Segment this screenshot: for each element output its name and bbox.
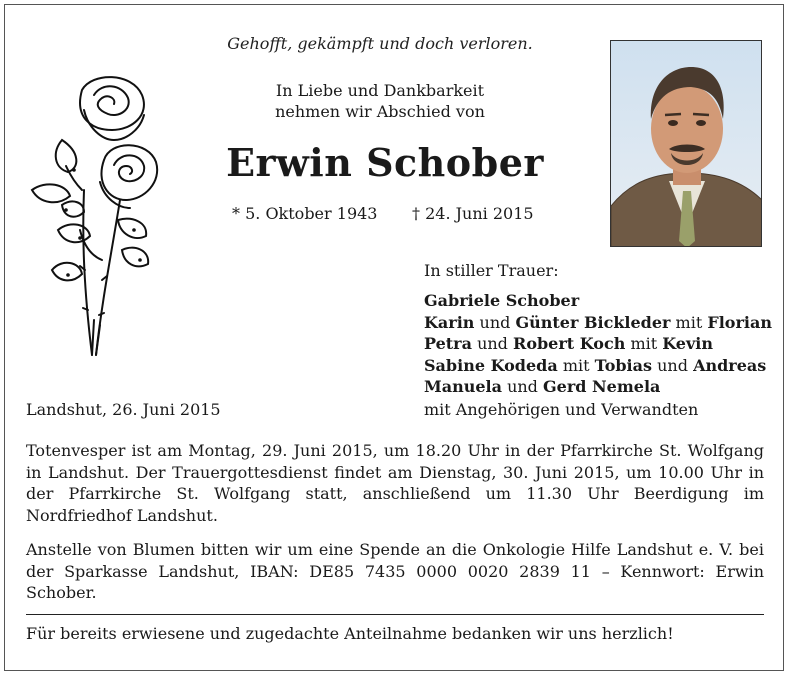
motto-text: Gehofft, gekämpft und doch verloren. [227, 34, 533, 53]
mourner-name: Robert Koch [513, 334, 626, 353]
mourner-name: Kevin [662, 334, 713, 353]
mourner-line-3 [424, 333, 774, 355]
mourner-name: Günter Bickleder [515, 312, 671, 332]
portrait-photo [610, 40, 762, 247]
mourner-name: Sabine Kodeda [424, 355, 558, 375]
donation-paragraph: Anstelle von Blumen bitten wir um eine Spende an die Onkologie Hilfe Landshut e. V. bei der Sparkasse Landshut, IBAN: DE85 7435 0000 0020 2839 11 – Kennwort: Erwin Schober. [26, 540, 764, 602]
relatives-line: mit Angehörigen und Verwandten [424, 400, 699, 419]
mourner-name: Gerd Nemela [543, 377, 661, 396]
connector-word: und [479, 312, 511, 332]
connector-word: und [477, 334, 508, 353]
mourner-name: Florian [707, 312, 772, 332]
service-paragraph: Totenvesper ist am Montag, 29. Juni 2015, um 18.20 Uhr in der Pfarrkirche St. Wolfgang in Landshut. Der Trauergottesdienst findet am Dienstag, 30. Juni 2015, um 10.00 Uhr in der Pfarrkirche St. Wolfgang statt, anschließend um 11.30 Uhr Beerdigung im Nordfriedhof Landshut. [26, 441, 764, 525]
thanks-text: Für bereits erwiesene und zugedachte Anteilnahme bedanken wir uns herzlich! [26, 624, 674, 643]
birth-date: * 5. Oktober 1943 [232, 204, 378, 223]
rose-illustration-icon [22, 70, 172, 360]
mourner-name: Gabriele Schober [424, 291, 580, 310]
mourners-list [424, 290, 774, 398]
sorrow-label: In stiller Trauer: [424, 261, 559, 280]
mourner-name: Manuela [424, 377, 502, 396]
connector-word: und [507, 377, 538, 396]
intro-text [200, 80, 560, 122]
mourner-line-1 [424, 290, 774, 312]
connector-word: mit [675, 312, 703, 332]
connector-word: und [657, 355, 688, 375]
divider [26, 614, 764, 615]
intro-line-1: In Liebe und Dankbarkeit [275, 81, 485, 100]
intro-line-2: nehmen wir Abschied von [275, 102, 485, 121]
mourner-name: Andreas [693, 355, 767, 375]
portrait-drawing [611, 41, 762, 247]
mourner-name: Tobias [594, 355, 653, 375]
connector-word: mit [630, 334, 658, 353]
deceased-name: Erwin Schober [226, 140, 544, 185]
mourner-line-2 [424, 312, 774, 334]
death-date: † 24. Juni 2015 [412, 204, 534, 223]
mourner-line-4 [424, 355, 774, 377]
place-date: Landshut, 26. Juni 2015 [26, 400, 221, 419]
mourner-name: Karin [424, 312, 475, 332]
mourner-name: Petra [424, 334, 472, 353]
mourner-line-5 [424, 376, 774, 398]
connector-word: mit [562, 355, 590, 375]
